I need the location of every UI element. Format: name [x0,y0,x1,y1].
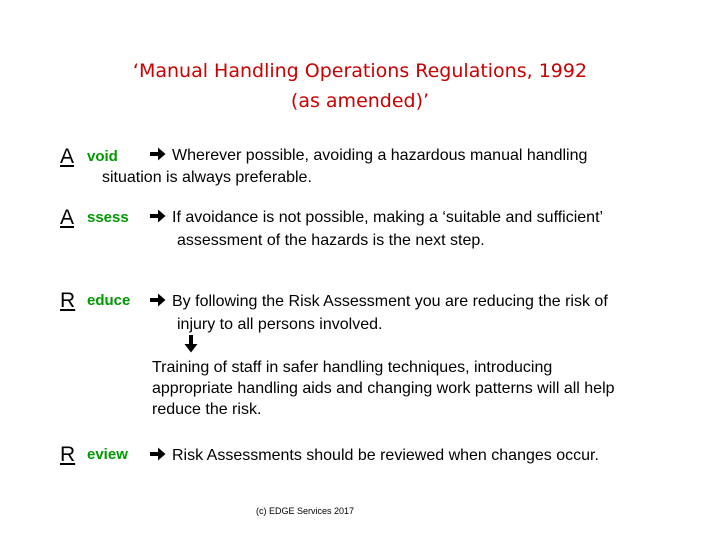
reduce-sub-line-3: reduce the risk. [152,401,262,418]
right-arrow-icon [150,446,166,462]
assess-initial: A [60,206,75,229]
page-title [0,56,720,116]
assess-text-line-1: If avoidance is not possible, making a ‘suitable and sufficient’ [150,207,603,229]
title-line-2: (as amended)’ [290,90,430,112]
avoid-initial: A [60,145,75,168]
assess-keyword: ssess [87,209,129,226]
right-arrow-icon [150,292,166,308]
reduce-initial: R [60,289,76,312]
down-arrow-icon [184,335,198,353]
reduce-keyword: educe [87,292,131,309]
avoid-keyword: void [87,148,118,165]
avoid-text-line-1: Wherever possible, avoiding a hazardous manual handling [150,145,587,167]
review-keyword: eview [87,446,128,463]
footer-copyright: (c) EDGE Services 2017 [256,506,355,516]
reduce-sub-line-2: appropriate handling aids and changing work patterns will all help [152,380,615,397]
right-arrow-icon [150,146,166,162]
reduce-text-line-1: By following the Risk Assessment you are reducing the risk of [150,291,608,313]
assess-text-line-2: assessment of the hazards is the next step. [177,232,485,249]
reduce-sub-line-1: Training of staff in safer handling techniques, introducing [152,359,553,376]
right-arrow-icon [150,208,166,224]
avoid-text-line-2: situation is always preferable. [102,169,312,186]
reduce-text-line-2: injury to all persons involved. [177,316,383,333]
title-line-1: ‘Manual Handling Operations Regulations, 1992 [132,60,588,82]
review-text-line-1: Risk Assessments should be reviewed when changes occur. [150,445,599,467]
review-initial: R [60,443,76,466]
